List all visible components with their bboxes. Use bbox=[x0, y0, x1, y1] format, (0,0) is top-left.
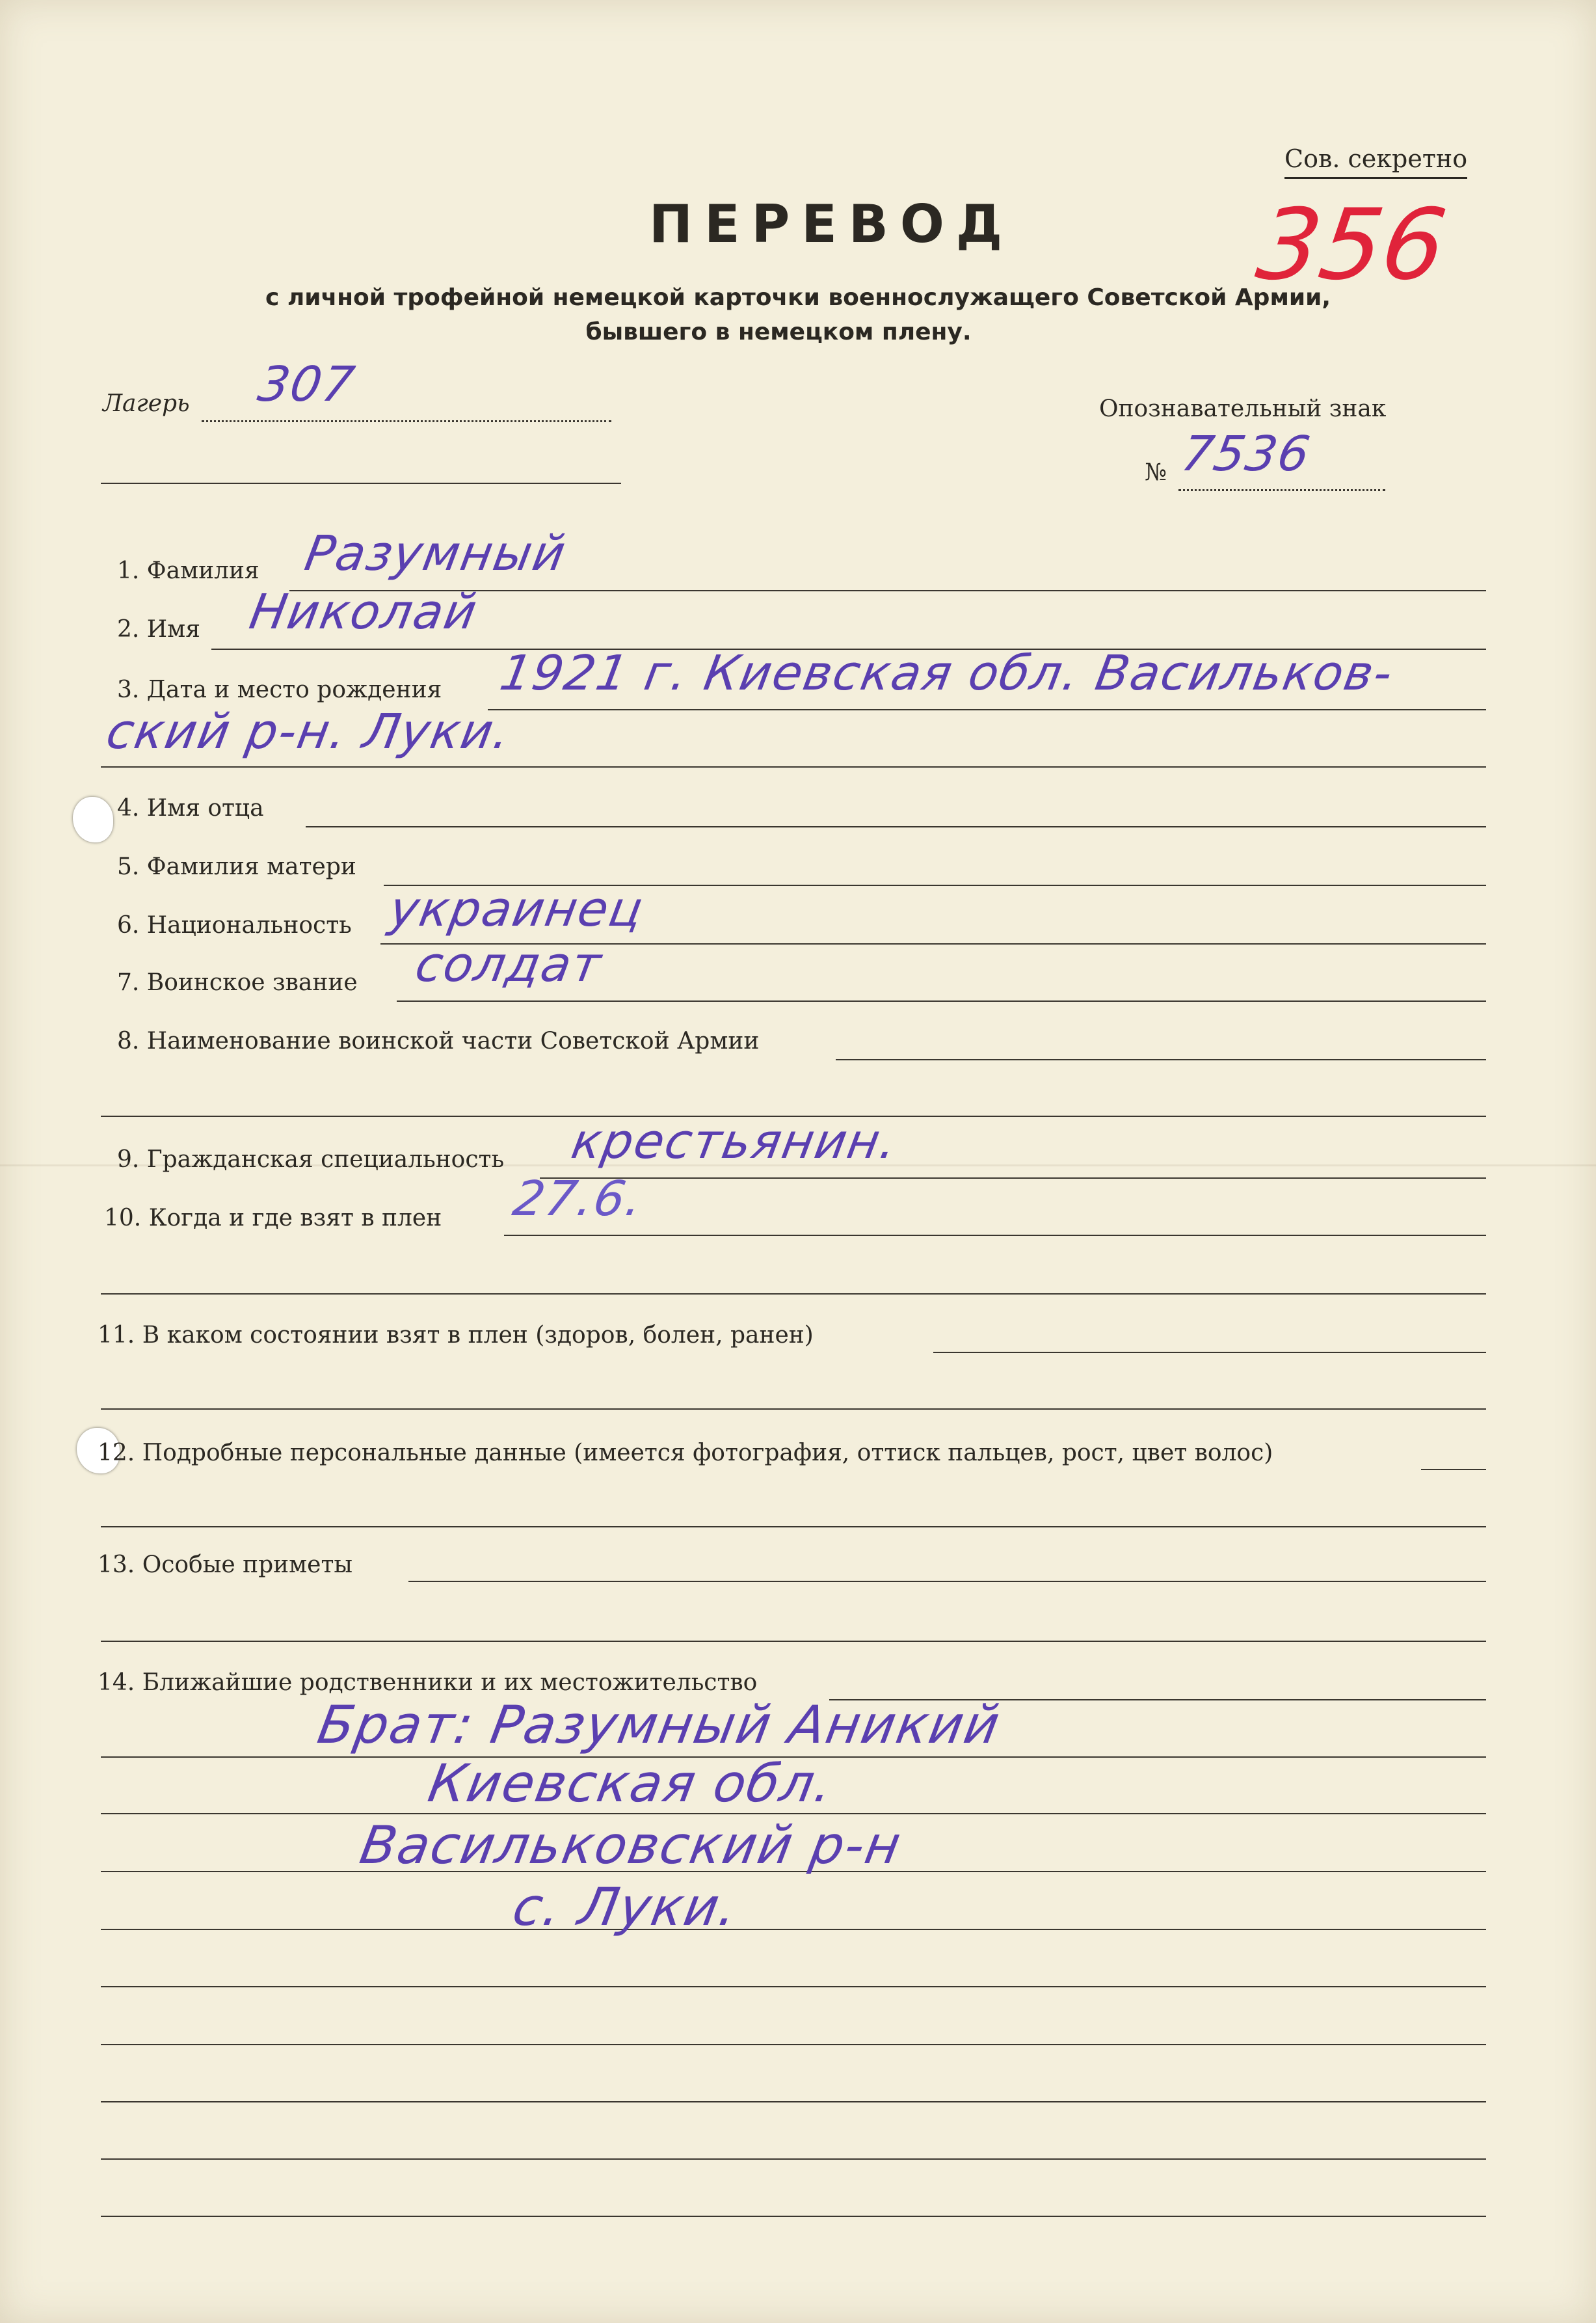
field-12-line bbox=[1421, 1469, 1486, 1470]
field-13-line bbox=[408, 1581, 1486, 1582]
field-3-line-2 bbox=[101, 766, 1486, 768]
field-2-value: Николай bbox=[245, 584, 483, 640]
field-14-line-9 bbox=[101, 2158, 1486, 2160]
field-12-label: 12. Подробные персональные данные (имеется фотография, оттиск пальцев, рост, цвет волос) bbox=[98, 1440, 1273, 1466]
field-7-label: 7. Воинское звание bbox=[117, 969, 358, 996]
field-10-line bbox=[504, 1235, 1486, 1236]
field-8-line bbox=[836, 1059, 1486, 1060]
camp-dotted-line bbox=[202, 420, 611, 422]
field-14-line-8 bbox=[101, 2101, 1486, 2102]
field-13-line-2 bbox=[101, 1641, 1486, 1642]
field-2-label: 2. Имя bbox=[117, 616, 200, 643]
field-10-line-2 bbox=[101, 1293, 1486, 1295]
field-3-value-line-1: 1921 г. Киевская обл. Васильков- bbox=[496, 645, 1398, 701]
field-14-line-6 bbox=[101, 1986, 1486, 1987]
field-3-line bbox=[488, 709, 1486, 710]
field-1-label: 1. Фамилия bbox=[117, 557, 259, 584]
subtitle-line-1: с личной трофейной немецкой карточки военнослужащего Советской Армии, bbox=[265, 284, 1331, 311]
camp-extra-line bbox=[101, 483, 621, 484]
field-14-line-7 bbox=[101, 2044, 1486, 2045]
tag-value: 7536 bbox=[1177, 426, 1315, 482]
field-1-value: Разумный bbox=[300, 526, 571, 582]
field-7-value: солдат bbox=[411, 937, 607, 993]
punch-hole-upper bbox=[73, 797, 113, 842]
field-9-value: крестьянин. bbox=[567, 1114, 903, 1170]
tag-number-prefix: № bbox=[1145, 459, 1167, 486]
field-14-line-5 bbox=[101, 1929, 1486, 1930]
red-stamp-number: 356 bbox=[1250, 189, 1453, 302]
field-14-value-line-1: Брат: Разумный Аникий bbox=[313, 1695, 1005, 1755]
field-9-label: 9. Гражданская специальность bbox=[117, 1146, 505, 1173]
field-4-label: 4. Имя отца bbox=[117, 795, 264, 822]
field-10-value: 27.6. bbox=[509, 1171, 648, 1227]
camp-value: 307 bbox=[254, 356, 360, 412]
field-4-line bbox=[306, 826, 1486, 827]
subtitle-line-2: бывшего в немецком плену. bbox=[585, 319, 972, 345]
field-7-line bbox=[397, 1000, 1486, 1002]
camp-label: Лагерь bbox=[103, 390, 190, 417]
document-title: ПЕРЕВОД bbox=[649, 194, 1015, 254]
tag-dotted-line bbox=[1178, 489, 1385, 491]
field-5-label: 5. Фамилия матери bbox=[117, 853, 356, 880]
field-13-label: 13. Особые приметы bbox=[98, 1551, 353, 1578]
field-11-line-2 bbox=[101, 1408, 1486, 1410]
field-6-label: 6. Национальность bbox=[117, 912, 352, 939]
field-3-value-line-2: ский р-н. Луки. bbox=[102, 704, 516, 760]
field-8-label: 8. Наименование воинской части Советской Армии bbox=[117, 1028, 760, 1054]
field-14-value-line-2: Киевская обл. bbox=[423, 1753, 839, 1814]
field-3-label: 3. Дата и место рождения bbox=[117, 677, 442, 703]
field-6-value: украинец bbox=[385, 881, 648, 937]
classification-label: Сов. секретно bbox=[1284, 144, 1467, 179]
field-14-line-10 bbox=[101, 2216, 1486, 2217]
field-9-line bbox=[540, 1177, 1486, 1179]
tag-label: Опознавательный знак bbox=[1099, 396, 1387, 422]
field-11-line bbox=[933, 1352, 1486, 1353]
field-11-label: 11. В каком состоянии взят в плен (здоров, болен, ранен) bbox=[98, 1322, 814, 1349]
field-10-label: 10. Когда и где взят в плен bbox=[104, 1205, 442, 1231]
field-14-value-line-4: с. Луки. bbox=[508, 1877, 743, 1937]
field-14-label: 14. Ближайшие родственники и их местожительство bbox=[98, 1669, 758, 1696]
field-14-value-line-3: Васильковский р-н bbox=[355, 1815, 907, 1875]
field-12-line-2 bbox=[101, 1526, 1486, 1527]
